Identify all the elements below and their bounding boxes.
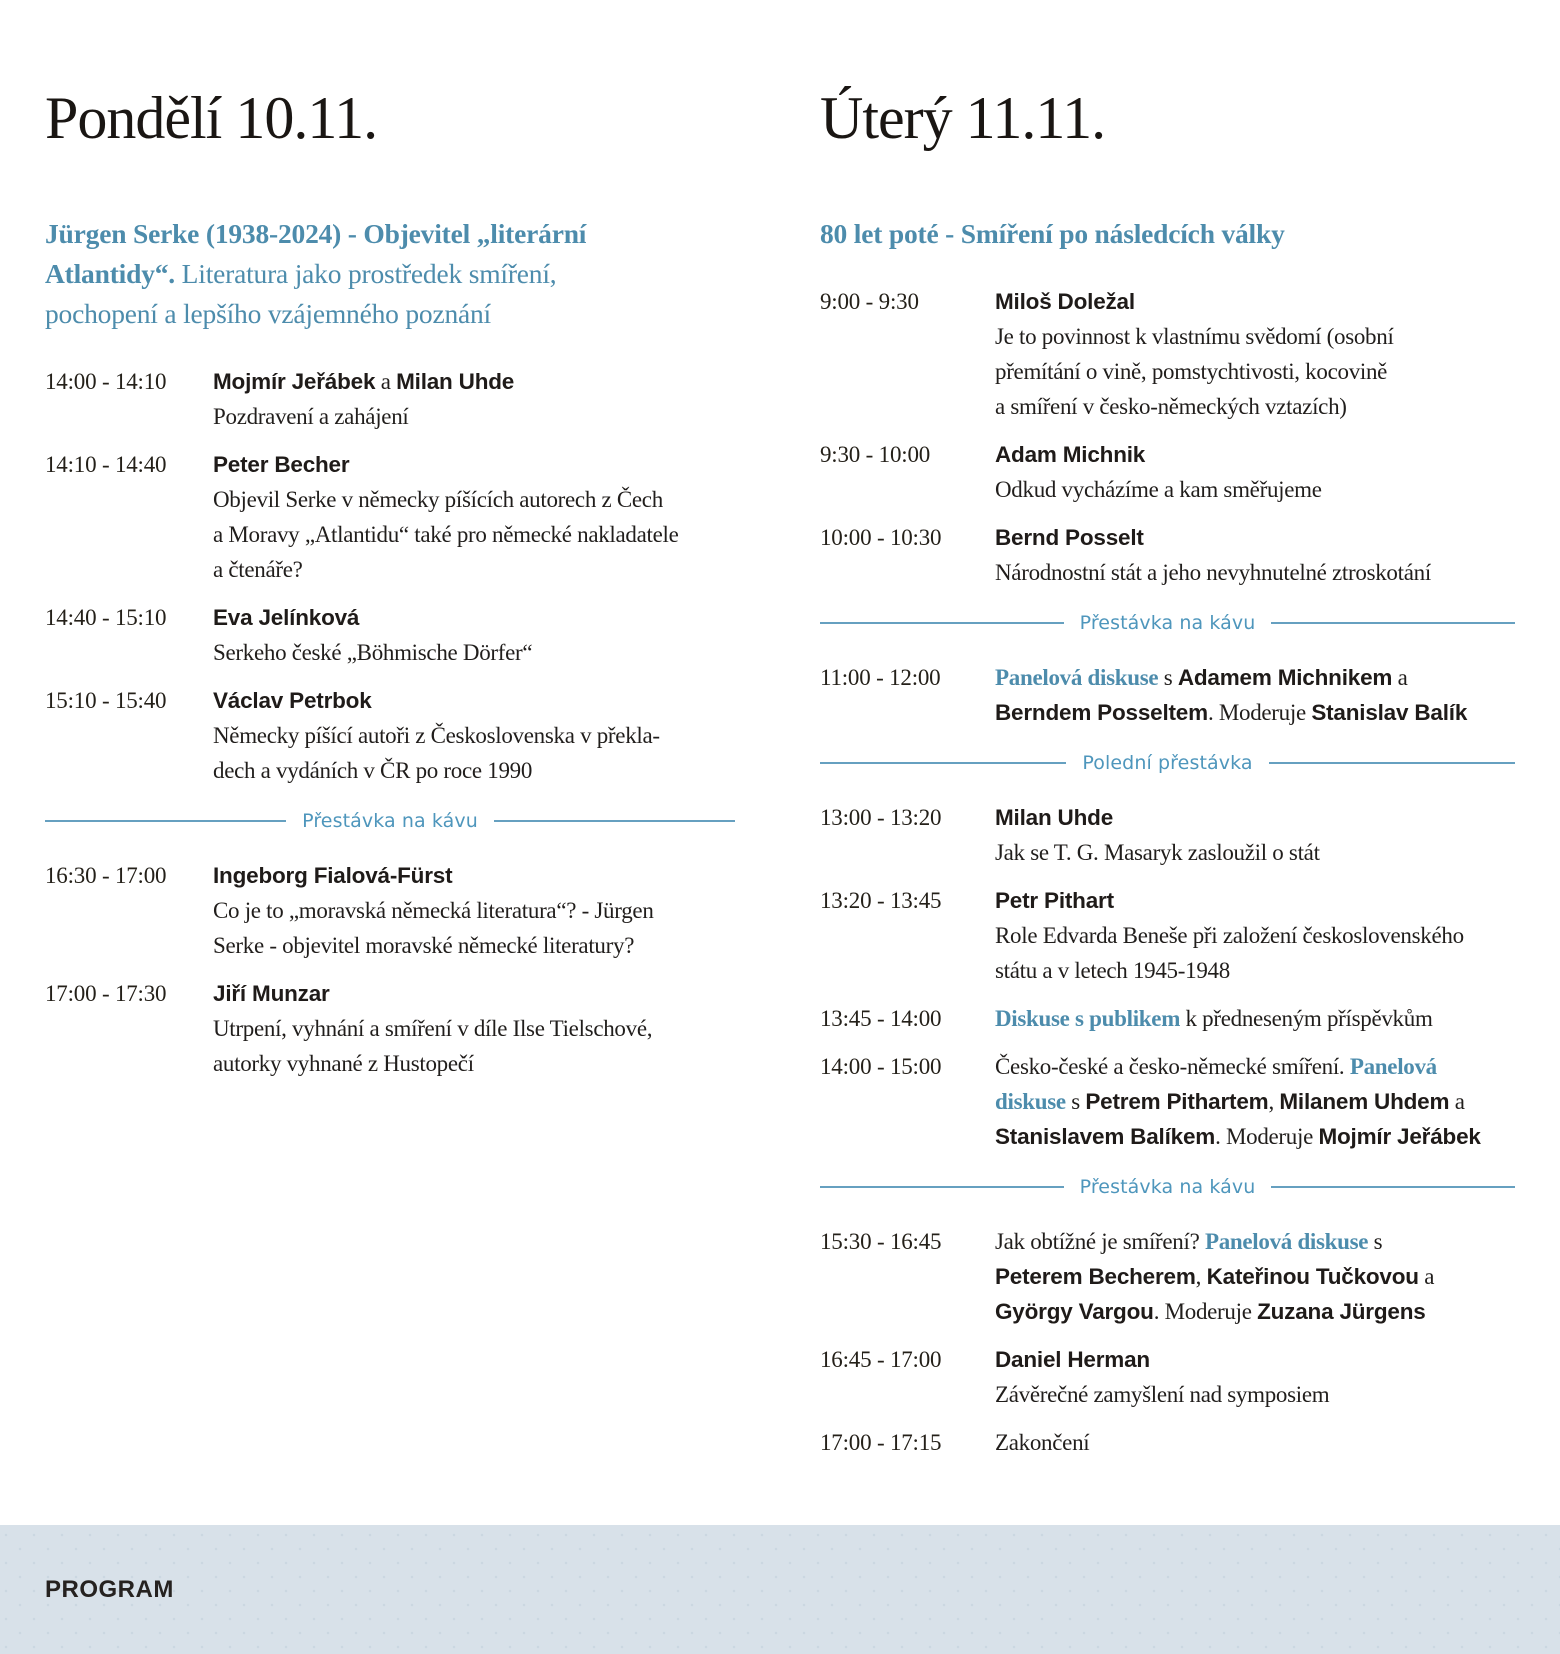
break-line: [820, 622, 1064, 624]
break-label: Přestávka na kávu: [302, 810, 478, 832]
session-text: Německy píšící autoři z Československa v překla-: [213, 723, 660, 748]
session-text: Role Edvarda Beneše při založení československého: [995, 923, 1464, 948]
session-content: [213, 683, 735, 788]
session-text: s: [1065, 1089, 1086, 1114]
session-text: Objevil Serke v německy píšících autorech z Čech: [213, 487, 663, 512]
session-time: 15:30 - 16:45: [820, 1229, 942, 1254]
session-content: [213, 858, 735, 963]
speaker-name: Milan Uhde: [396, 369, 515, 394]
highlight-blue-text: Panelová diskuse: [995, 665, 1159, 690]
session-text: Co je to „moravská německá literatura“? - Jürgen: [213, 898, 654, 923]
session-text: Národnostní stát a jeho nevyhnutelné ztroskotání: [995, 560, 1431, 585]
speaker-name: Václav Petrbok: [213, 688, 372, 713]
schedule-item: [820, 284, 1515, 424]
break-line: [1271, 1186, 1515, 1188]
schedule-item: [820, 660, 1515, 730]
session-text: Odkud vycházíme a kam směřujeme: [995, 477, 1322, 502]
break-line: [820, 1186, 1064, 1188]
schedule-item: [820, 1425, 1515, 1460]
speaker-name: Milan Uhde: [995, 805, 1114, 830]
footer-band: [0, 1525, 1560, 1654]
schedule-item: [820, 437, 1515, 507]
speaker-name: Eva Jelínková: [213, 605, 360, 630]
day-subtitle: [45, 214, 735, 334]
schedule-item: [45, 447, 735, 587]
schedule-item: [820, 883, 1515, 988]
session-text: . Moderuje: [1153, 1299, 1258, 1324]
session-content: [995, 660, 1515, 730]
session-time: 17:00 - 17:15: [820, 1430, 942, 1455]
break-line: [1269, 762, 1515, 764]
speaker-name: Ingeborg Fialová-Fürst: [213, 863, 453, 888]
session-time: 11:00 - 12:00: [820, 665, 941, 690]
session-text: Česko-české a česko-německé smíření.: [995, 1054, 1350, 1079]
schedule-item: [45, 364, 735, 434]
schedule-item: [45, 976, 735, 1081]
session-content: [995, 284, 1515, 424]
session-time: 14:00 - 15:00: [820, 1054, 942, 1079]
day-title-tuesday: Úterý 11.11.: [820, 85, 1106, 151]
session-content: [995, 1049, 1515, 1154]
highlight-blue-text: Panelová: [1349, 1054, 1437, 1079]
session-content: [213, 447, 735, 587]
speaker-name: Kateřinou Tučkovou: [1206, 1264, 1419, 1289]
session-time: 14:00 - 14:10: [45, 369, 167, 394]
session-text: a: [1449, 1089, 1465, 1114]
break-label: Přestávka na kávu: [1079, 612, 1256, 634]
highlight-blue-text: Diskuse s publikem: [995, 1006, 1181, 1031]
speaker-name: Berndem Posseltem: [995, 700, 1208, 725]
session-time: 9:30 - 10:00: [820, 442, 931, 467]
session-text: a: [375, 369, 397, 394]
session-time: 15:10 - 15:40: [45, 688, 167, 713]
footer-label: PROGRAM: [45, 1575, 174, 1603]
session-content: [995, 1001, 1515, 1036]
highlight-blue-text: diskuse: [995, 1089, 1066, 1114]
speaker-name: Jiří Munzar: [213, 981, 330, 1006]
speaker-name: Bernd Posselt: [995, 525, 1144, 550]
session-time: 13:20 - 13:45: [820, 888, 942, 913]
speaker-name: Peter Becher: [213, 452, 350, 477]
session-text: ,: [1195, 1264, 1207, 1289]
session-text: Zakončení: [995, 1430, 1090, 1455]
session-text: s: [1158, 665, 1178, 690]
schedule-item: [820, 800, 1515, 870]
speaker-name: Stanislav Balík: [1311, 700, 1468, 725]
session-content: [213, 364, 735, 434]
subtitle-bold-text: Atlantidy“.: [45, 258, 175, 289]
schedule-item: [820, 1342, 1515, 1412]
speaker-name: Stanislavem Balíkem: [995, 1124, 1216, 1149]
break-line: [494, 820, 735, 822]
session-text: přemítání o vině, pomstychtivosti, kocovině: [995, 359, 1388, 384]
session-text: ,: [1268, 1089, 1280, 1114]
subtitle-regular-text: pochopení a lepšího vzájemného poznání: [45, 298, 492, 329]
session-content: [213, 976, 735, 1081]
session-text: Serkeho české „Böhmische Dörfer“: [213, 640, 533, 665]
session-time: 14:10 - 14:40: [45, 452, 167, 477]
subtitle-bold-text: Jürgen Serke (1938-2024) - Objevitel „literární: [45, 218, 587, 249]
speaker-name: Adam Michnik: [995, 442, 1146, 467]
break-divider: [820, 1176, 1515, 1198]
break-divider: [820, 752, 1515, 774]
break-line: [45, 820, 286, 822]
speaker-name: Mojmír Jeřábek: [213, 369, 376, 394]
break-line: [820, 762, 1066, 764]
session-text: . Moderuje: [1215, 1124, 1319, 1149]
column-tuesday: [820, 84, 1515, 1473]
session-time: 13:45 - 14:00: [820, 1006, 942, 1031]
speaker-name: Milanem Uhdem: [1279, 1089, 1450, 1114]
speaker-name: Petr Pithart: [995, 888, 1114, 913]
schedule-item: [45, 858, 735, 963]
session-text: státu a v letech 1945-1948: [995, 958, 1230, 983]
schedule-list: [45, 364, 735, 1081]
schedule-item: [45, 600, 735, 670]
highlight-blue-text: Panelová diskuse: [1204, 1229, 1369, 1254]
schedule-item: [820, 520, 1515, 590]
speaker-name: Petrem Pithartem: [1085, 1089, 1269, 1114]
session-content: [995, 883, 1515, 988]
session-text: dech a vydáních v ČR po roce 1990: [213, 758, 533, 783]
subtitle-regular-text: Literatura jako prostředek smíření,: [174, 258, 557, 289]
session-content: [995, 520, 1515, 590]
session-content: [995, 1425, 1515, 1460]
break-label: Polední přestávka: [1082, 752, 1253, 774]
schedule-item: [45, 683, 735, 788]
session-text: s: [1368, 1229, 1383, 1254]
session-text: autorky vyhnané z Hustopečí: [213, 1051, 474, 1076]
speaker-name: György Vargou: [995, 1299, 1154, 1324]
session-content: [995, 1224, 1515, 1329]
session-text: Jak obtížné je smíření?: [995, 1229, 1205, 1254]
session-time: 17:00 - 17:30: [45, 981, 167, 1006]
schedule-item: [820, 1049, 1515, 1154]
break-label: Přestávka na kávu: [1079, 1176, 1256, 1198]
session-text: Závěrečné zamyšlení nad symposiem: [995, 1382, 1330, 1407]
break-divider: [820, 612, 1515, 634]
session-text: Serke - objevitel moravské německé literatury?: [213, 933, 635, 958]
session-text: Je to povinnost k vlastnímu svědomí (osobní: [995, 324, 1394, 349]
speaker-name: Adamem Michnikem: [1177, 665, 1393, 690]
session-time: 10:00 - 10:30: [820, 525, 942, 550]
session-text: a: [1418, 1264, 1435, 1289]
session-text: a čtenáře?: [213, 557, 303, 582]
speaker-name: Peterem Becherem: [995, 1264, 1196, 1289]
session-content: [995, 800, 1515, 870]
session-time: 13:00 - 13:20: [820, 805, 942, 830]
speaker-name: Zuzana Jürgens: [1257, 1299, 1426, 1324]
schedule-list: [820, 284, 1515, 1460]
subtitle-bold-text: 80 let poté - Smíření po následcích války: [820, 218, 1285, 249]
session-content: [213, 600, 735, 670]
schedule-item: [820, 1001, 1515, 1036]
speaker-name: Miloš Doležal: [995, 289, 1135, 314]
schedule-item: [820, 1224, 1515, 1329]
speaker-name: Mojmír Jeřábek: [1318, 1124, 1481, 1149]
session-time: 16:30 - 17:00: [45, 863, 167, 888]
session-content: [995, 437, 1515, 507]
session-text: Pozdravení a zahájení: [213, 404, 409, 429]
speaker-name: Daniel Herman: [995, 1347, 1150, 1372]
break-divider: [45, 810, 735, 832]
session-text: a: [1392, 665, 1408, 690]
day-subtitle: [820, 214, 1515, 254]
session-time: 9:00 - 9:30: [820, 289, 919, 314]
day-title-monday: Pondělí 10.11.: [45, 85, 378, 151]
session-text: a smíření v česko-německých vztazích): [995, 394, 1347, 419]
session-text: Jak se T. G. Masaryk zasloužil o stát: [995, 840, 1320, 865]
column-monday: [45, 84, 735, 1473]
session-text: a Moravy „Atlantidu“ také pro německé nakladatele: [213, 522, 679, 547]
session-text: Utrpení, vyhnání a smíření v díle Ilse Tielschové,: [213, 1016, 653, 1041]
session-time: 14:40 - 15:10: [45, 605, 167, 630]
session-content: [995, 1342, 1515, 1412]
session-text: . Moderuje: [1207, 700, 1312, 725]
break-line: [1271, 622, 1515, 624]
session-text: k předneseným příspěvkům: [1180, 1006, 1433, 1031]
session-time: 16:45 - 17:00: [820, 1347, 942, 1372]
